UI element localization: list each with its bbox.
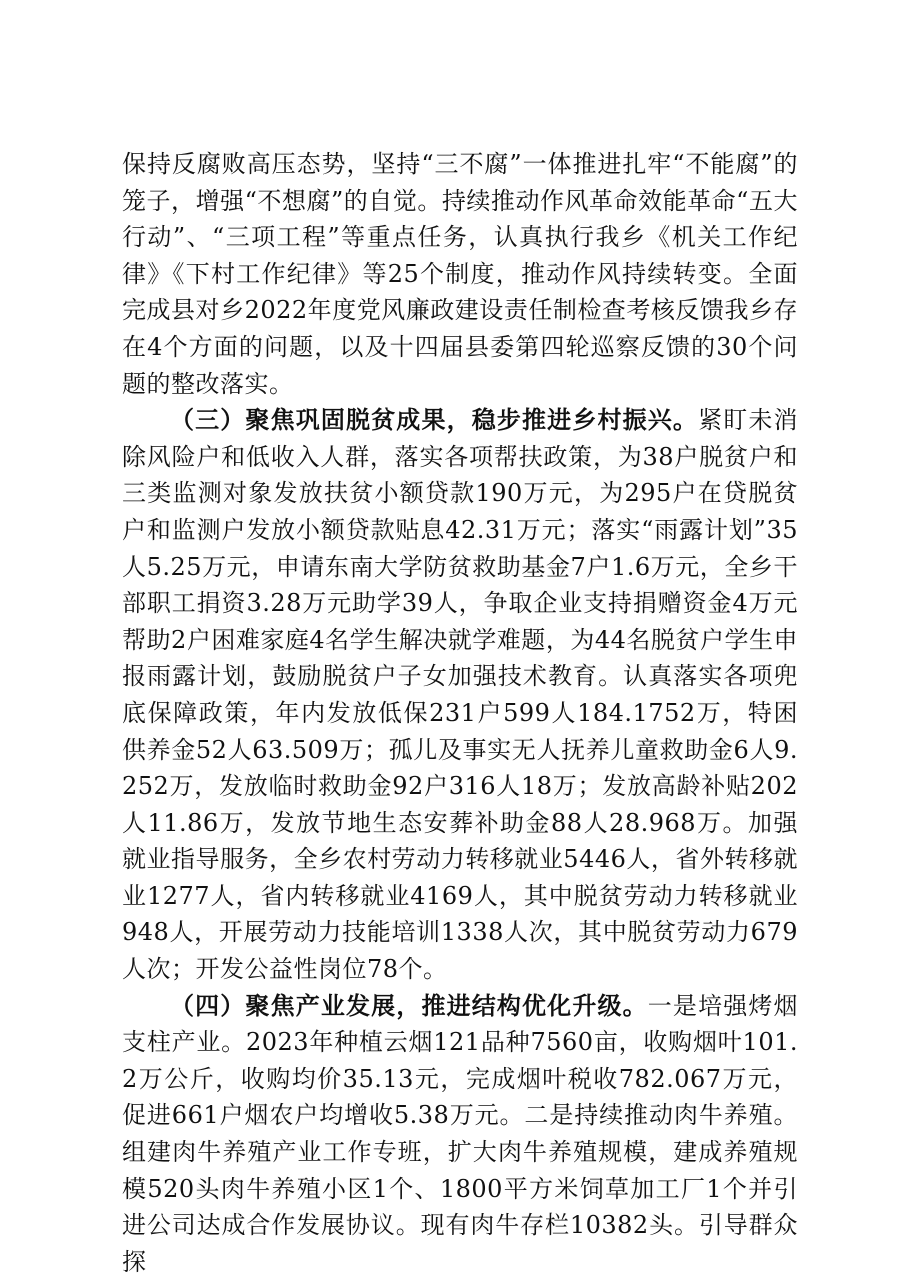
section-3-body: 紧盯未消除风险户和低收入人群，落实各项帮扶政策，为38户脱贫户和三类监测对象发放扶贫小额贷款190万元，为295户在贷脱贫户和监测户发放小额贷款贴息42.31万元；落实“雨露计划”35人5.25万元，申请东南大学防贫救助基金7户1.6万元，全乡干部职工捐资3.28万元助学39人，争取企业支持捐赠资金4万元帮助2户困难家庭4名学生解决就学难题，为44名脱贫户学生申报雨露计划，鼓励脱贫户子女加强技术教育。认真落实各项兜底保障政策，年内发放低保231户599人184.1752万，特困供养金52人63.509万；孤儿及事实无人抚养儿童救助金6人9.252万，发放临时救助金92户316人18万；发放高龄补贴202人11.86万，发放节地生态安葬补助金88人28.968万。加强就业指导服务，全乡农村劳动力转移就业5446人，省外转移就业1277人，省内转移就业4169人，其中脱贫劳动力转移就业948人，开展劳动力技能培训1338人次，其中脱贫劳动力679人次；开发公益性岗位78个。 <box>122 406 798 984</box>
paragraph-continued: 保持反腐败高压态势，坚持“三不腐”一体推进扎牢“不能腐”的笼子，增强“不想腐”的自觉。持续推动作风革命效能革命“五大行动”、“三项工程”等重点任务，认真执行我乡《机关工作纪律》《下村工作纪律》等25个制度，推动作风持续转变。全面完成县对乡2022年度党风廉政建设责任制检查考核反馈我乡存在4个方面的问题，以及十四届县委第四轮巡察反馈的30个问题的整改落实。 <box>122 150 798 398</box>
section-4-paragraph <box>122 988 798 1281</box>
document-page <box>122 146 798 1280</box>
section-4-heading: （四）聚焦产业发展，推进结构优化升级。 <box>170 990 648 1020</box>
section-4-body: 一是培强烤烟支柱产业。2023年种植云烟121品种7560亩，收购烟叶101.2万公斤，收购均价35.13元，完成烟叶税收782.067万元，促进661户烟农户均增收5.38万元。二是持续推动肉牛养殖。组建肉牛养殖产业工作专班，扩大肉牛养殖规模，建成养殖规模520头肉牛养殖小区1个、1800平方米饲草加工厂1个并引进公司达成合作发展协议。现有肉牛存栏10382头。引导群众探 <box>122 991 799 1276</box>
section-3-paragraph <box>122 402 798 988</box>
section-3-heading: （三）聚焦巩固脱贫成果，稳步推进乡村振兴。 <box>170 405 699 435</box>
